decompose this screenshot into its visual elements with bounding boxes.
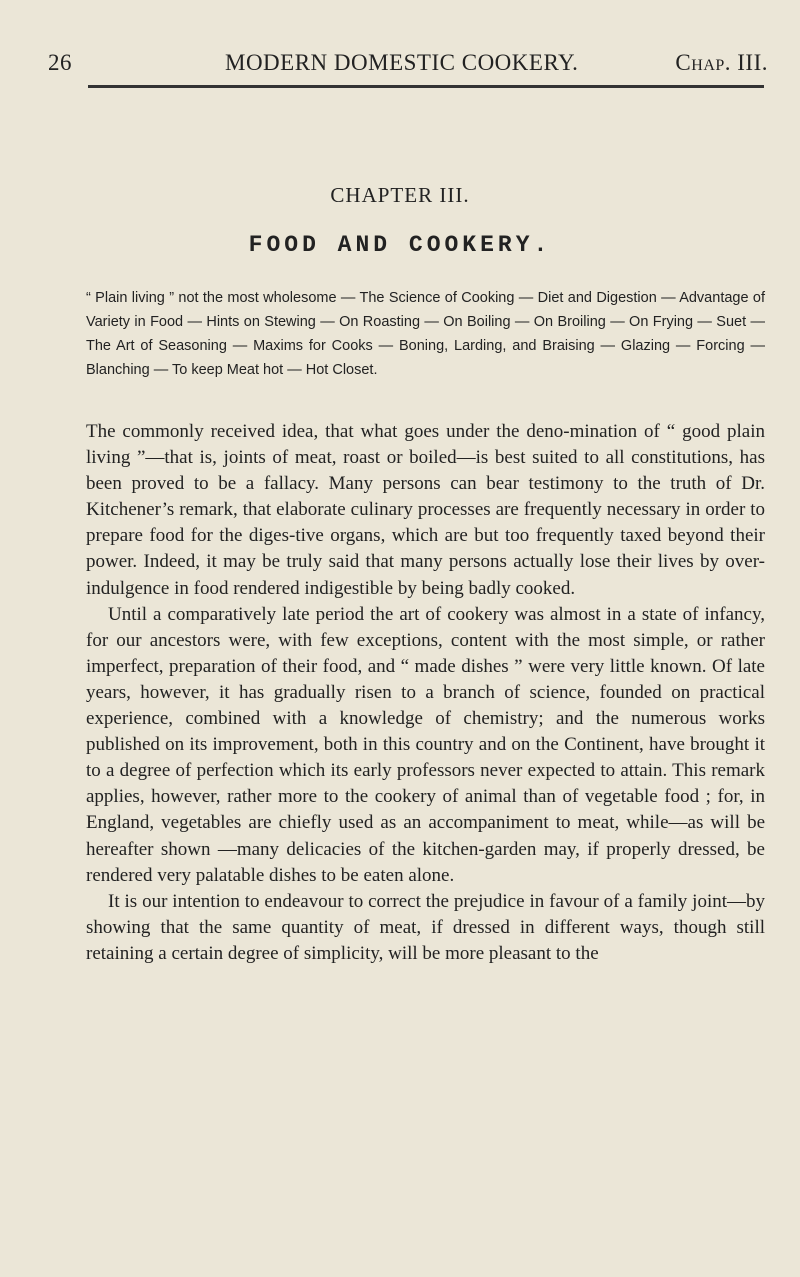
book-title: MODERN DOMESTIC COOKERY. bbox=[225, 50, 579, 75]
chapter-number: CHAPTER III. bbox=[330, 183, 470, 207]
chapter-title: FOOD AND COOKERY. bbox=[248, 232, 552, 258]
paragraph: Until a comparatively late period the art of cookery was almost in a state of infancy, for our ancestors were, with few exceptions, content with the most simple, or rather imperfect, preparation of their food, and “ made dishes ” were very little known. Of late years, however, it has gradually risen to a branch of science, founded on practical experience, combined with a knowledge of chemistry; and the numerous works published on its improvement, both in this country and on the Continent, have brought it to a degree of perfection which its early professors never expected to attain. This remark applies, however, rather more to the cookery of animal than of vegetable food ; for, in England, vegetables are chiefly used as an accompaniment to meat, while—as will be hereafter shown —many delicacies of the kitchen-garden may, if properly dressed, be rendered very palatable dishes to be eaten alone. bbox=[86, 603, 765, 886]
paragraph: It is our intention to endeavour to correct the prejudice in favour of a family joint—by showing that the same quantity of meat, if dressed in different ways, though still retaining a certain degree of simplicity, will be more pleasant to the bbox=[86, 890, 765, 964]
body-text bbox=[86, 419, 765, 967]
chapter-synopsis: “ Plain living ” not the most wholesome — The Science of Cooking — Diet and Digestion — Advantage of Variety in Food — Hints on Stewing — On Roasting — On Boiling — On Broiling — On Frying — Suet — The Art of Seasoning — Maxims for Cooks — Boning, Larding, and Braising — Glazing — Forcing — Blanching — To keep Meat hot — Hot Closet. bbox=[86, 290, 765, 378]
chapter-reference: Chap. III. bbox=[675, 50, 768, 75]
running-head bbox=[48, 50, 768, 80]
header-rule bbox=[88, 85, 764, 88]
page-number: 26 bbox=[48, 50, 72, 75]
paragraph: The commonly received idea, that what goes under the deno-mination of “ good plain living ”—that is, joints of meat, roast or boiled—is best suited to all constitutions, has been proved to be a fallacy. Many persons can bear testimony to the truth of Dr. Kitchener’s remark, that elaborate culinary processes are frequently necessary in order to prepare food for the diges-tive organs, which are but too frequently taxed beyond their power. Indeed, it may be truly said that many persons actually lose their lives by over-indulgence in food rendered indigestible by being badly cooked. bbox=[86, 421, 765, 599]
